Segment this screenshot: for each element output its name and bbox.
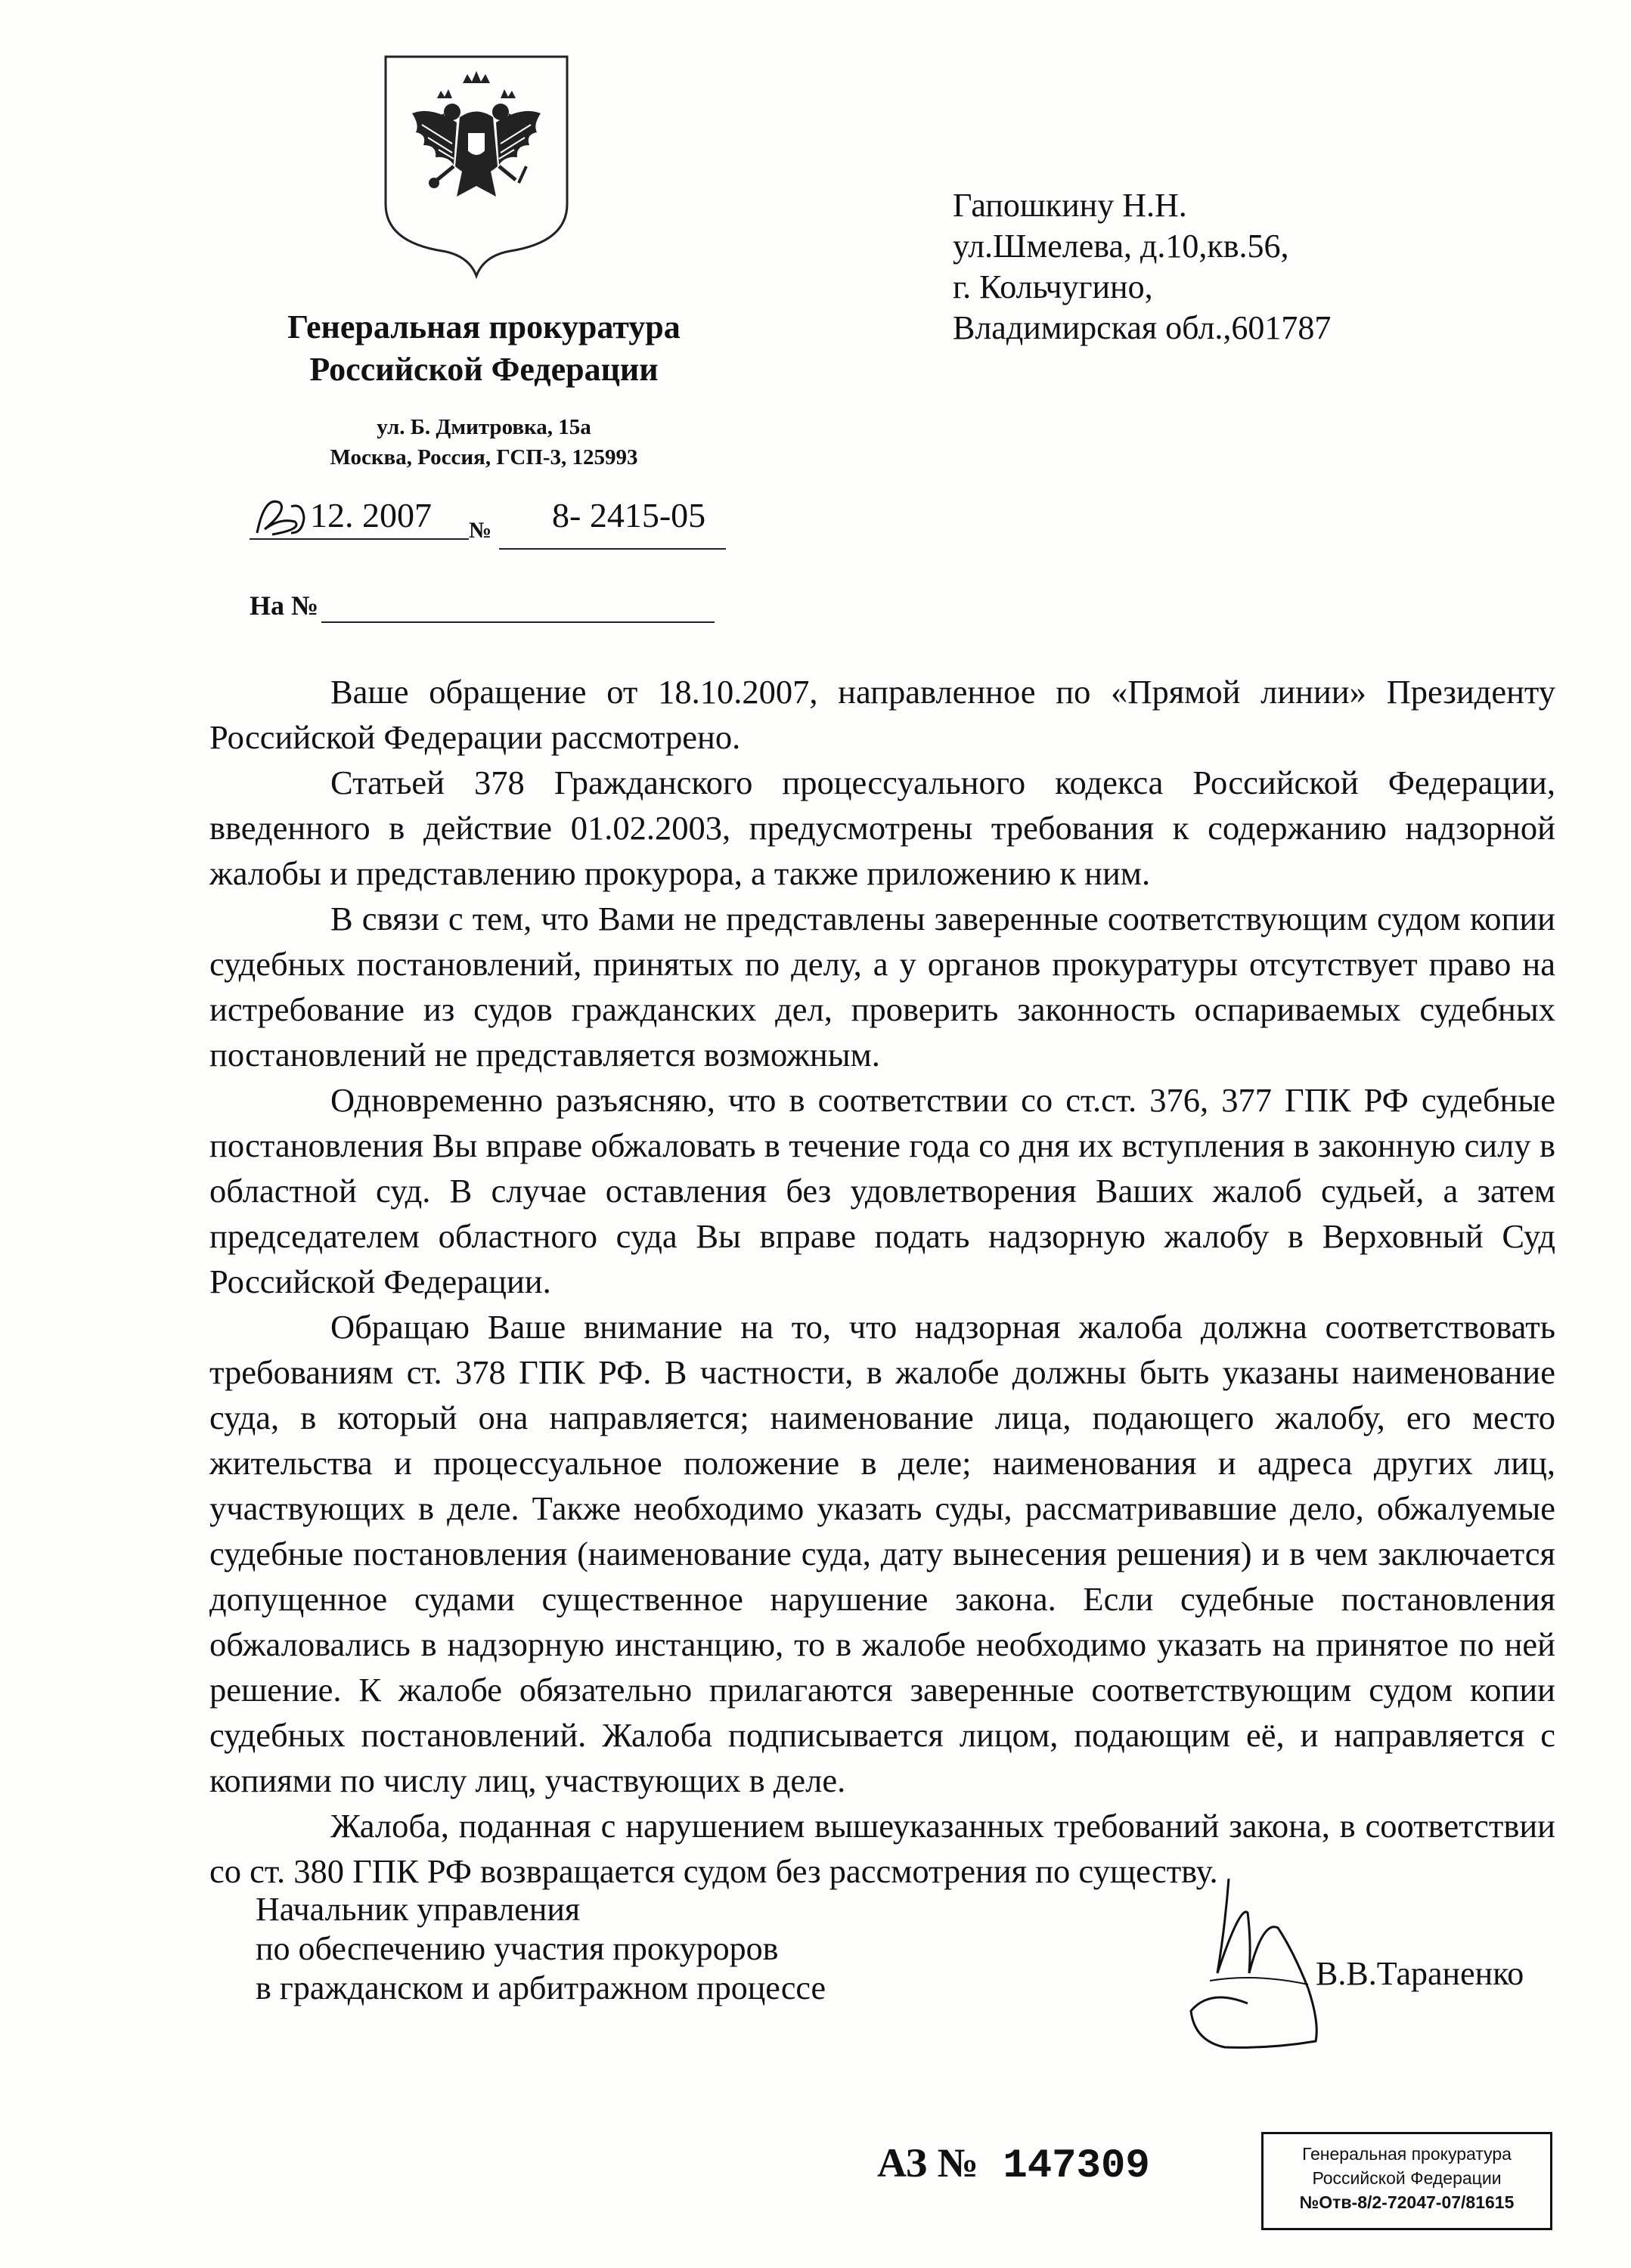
reference-line — [250, 590, 733, 627]
sender-organization — [204, 306, 764, 391]
reference-underline — [321, 621, 715, 623]
outgoing-stamp — [1261, 2132, 1552, 2230]
body-paragraph: Обращаю Ваше внимание на то, что надзорная жалоба должна соответствовать требованиям ст. 378 ГПК РФ. В частности, в жалобе должны быть указаны наименование суда, в который она направляется; наименование лица, подающего жалобу, его место жительства и процессуальное положение в деле; наименования и адреса других лиц, участвующих в деле. Также необходимо указать суды, рассматривавшие дело, обжалуемые судебные постановления (наименование суда, дату вынесения решения) и в чем заключается допущенное судами существенное нарушение закона. Если судебные постановления обжаловались в надзорную инстанцию, то в жалобе необходимо указать на принятое по ней решение. К жалобе обязательно прилагаются заверенные соответствующим судом копии судебных постановлений. Жалоба подписывается лицом, подающим её, и направляется с копиями по числу лиц, участвующих в деле. — [209, 1308, 1555, 1799]
stamp-line1: Генеральная прокуратура — [1302, 2144, 1512, 2164]
body-paragraph: Одновременно разъясняю, что в соответствии со ст.ст. 376, 377 ГПК РФ судебные постановления Вы вправе обжаловать в течение года со дня их вступления в законную силу в областной суд. В случае оставления без удовлетворения Ваших жалоб судьей, а затем председателем областного суда Вы вправе подать надзорную жалобу в Верховный Суд Российской Федерации. — [209, 1081, 1555, 1300]
number-underline — [499, 548, 726, 550]
body-paragraph: Ваше обращение от 18.10.2007, направленное по «Прямой линии» Президенту Российской Федерации рассмотрено. — [209, 673, 1555, 756]
stamp-reference-number: №Отв-8/2-72047-07/81615 — [1299, 2192, 1515, 2212]
coat-of-arms-icon — [378, 53, 575, 280]
body-paragraph: Статьей 378 Гражданского процессуального кодекса Российской Федерации, введенного в действие 01.02.2003, предусмотрены требования к содержанию надзорной жалобы и представлению прокурора, а также приложению к ним. — [209, 764, 1555, 892]
body-paragraph: В связи с тем, что Вами не представлены заверенные соответствующим судом копии судебных постановлений, принятых по делу, а у органов прокуратуры отсутствует право на истребование из судов гражданских дел, проверить законность оспариваемых судебных постановлений не представляется возможным. — [209, 900, 1555, 1074]
blank-number: 147309 — [1003, 2143, 1150, 2189]
sender-address-line1: ул. Б. Дмитровка, 15а — [377, 415, 591, 439]
recipient-address — [953, 185, 1543, 349]
letter-body — [209, 669, 1555, 1894]
sender-address — [227, 412, 741, 472]
signer-name: В.В.Тараненко — [1316, 1955, 1524, 1992]
recipient-name: Гапошкину Н.Н. — [953, 187, 1187, 224]
registration-number-label: № — [469, 518, 492, 543]
registration-date: 12. 2007 — [310, 496, 432, 534]
signatory-title-line3: в гражданском и арбитражном процессе — [256, 1969, 826, 2006]
stamp-line2: Российской Федерации — [1312, 2168, 1502, 2188]
body-paragraph: Жалоба, поданная с нарушением вышеуказанных требований закона, в соответствии со ст. 380 ГПК РФ возвращается судом без рассмотрения по существу. — [209, 1807, 1555, 1890]
recipient-region: Владимирская обл.,601787 — [953, 309, 1332, 346]
sender-org-line1: Генеральная прокуратура — [287, 308, 681, 345]
blank-serial-number — [877, 2139, 1240, 2192]
sender-address-line2: Москва, Россия, ГСП-3, 125993 — [330, 445, 638, 469]
recipient-street: ул.Шмелева, д.10,кв.56, — [953, 228, 1289, 265]
reference-label: На № — [250, 590, 319, 621]
registration-line — [250, 488, 733, 556]
signatory-title-line1: Начальник управления — [256, 1891, 581, 1928]
date-underline — [250, 538, 469, 540]
signatory-title-line2: по обеспечению участия прокуроров — [256, 1930, 779, 1967]
recipient-city: г. Кольчугино, — [953, 268, 1153, 305]
sender-org-line2: Российской Федерации — [309, 351, 659, 388]
registration-number: 8- 2415-05 — [552, 496, 706, 534]
blank-series: АЗ № — [877, 2140, 978, 2186]
signatory-title — [256, 1890, 936, 2008]
